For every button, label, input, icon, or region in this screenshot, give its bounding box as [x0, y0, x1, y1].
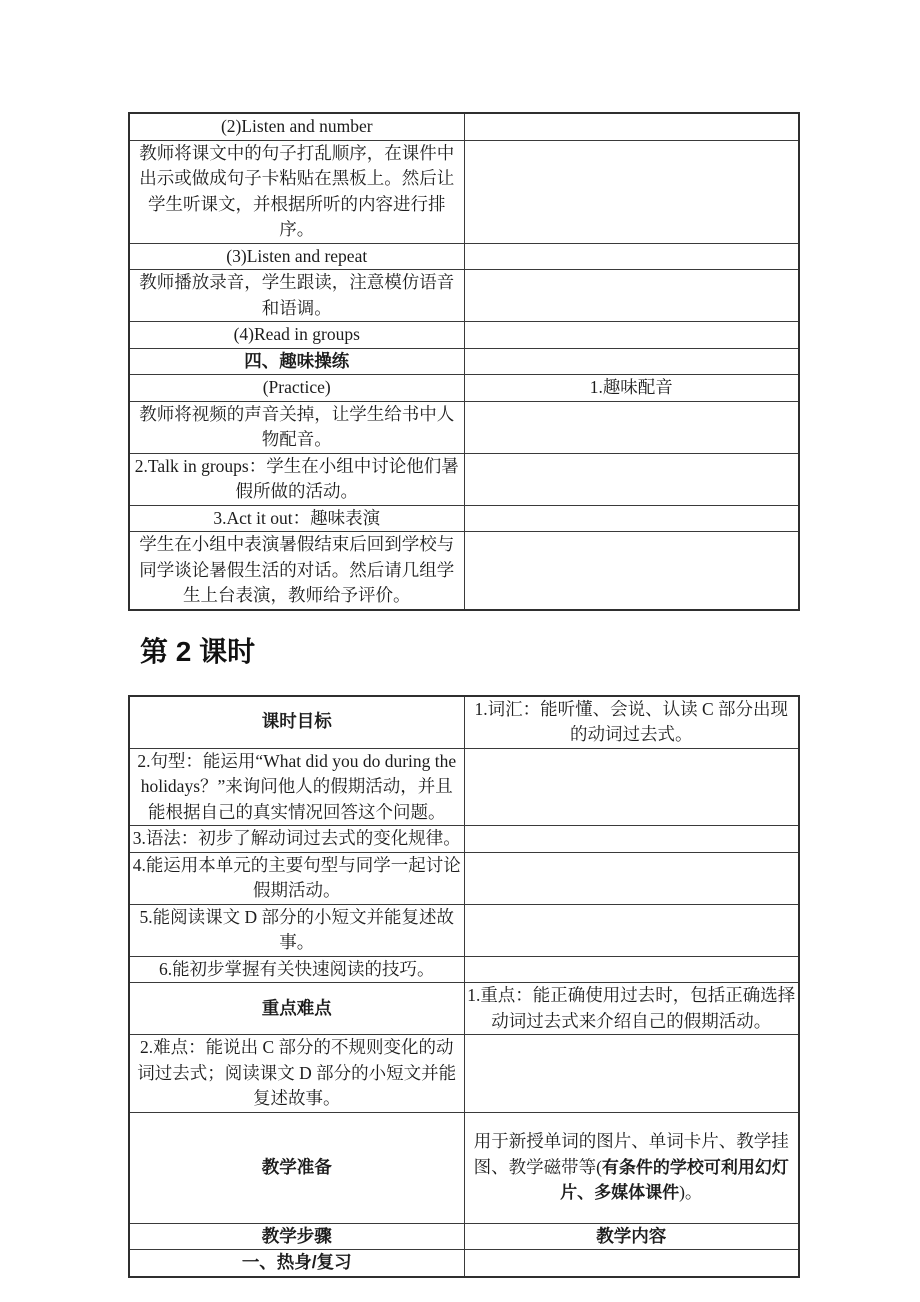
- objectives-cell: 3.语法：初步了解动词过去式的变化规律。: [129, 826, 464, 853]
- prep-header-cell: 教学准备: [129, 1112, 464, 1223]
- content-cell: [464, 270, 799, 322]
- content-cell: [464, 904, 799, 956]
- table-row: [129, 453, 799, 505]
- content-cell: [464, 1250, 799, 1278]
- table-row: [129, 505, 799, 532]
- table-row: [129, 401, 799, 453]
- table-row: [129, 904, 799, 956]
- objectives-header-cell: 课时目标: [129, 696, 464, 749]
- table-row: [129, 826, 799, 853]
- objectives-cell: 6.能初步掌握有关快速阅读的技巧。: [129, 956, 464, 983]
- steps-column-header-cell: 教学步骤: [129, 1223, 464, 1250]
- table-row: [129, 1223, 799, 1250]
- objectives-cell: 5.能阅读课文 D 部分的小短文并能复述故事。: [129, 904, 464, 956]
- content-cell: [464, 243, 799, 270]
- steps-section-header-cell: 四、趣味操练: [129, 348, 464, 375]
- lesson1-activities-table: [128, 112, 800, 611]
- content-cell: [464, 453, 799, 505]
- key-points-content-cell: 1.重点：能正确使用过去时，包括正确选择动词过去式来介绍自己的假期活动。: [464, 983, 799, 1035]
- table-row: [129, 348, 799, 375]
- content-cell: [464, 401, 799, 453]
- steps-cell: 3.Act it out：趣味表演: [129, 505, 464, 532]
- content-column-header-cell: 教学内容: [464, 1223, 799, 1250]
- steps-cell: 教师将课文中的句子打乱顺序，在课件中出示或做成句子卡粘贴在黑板上。然后让学生听课文，并根据所听的内容进行排序。: [129, 140, 464, 243]
- table-row: [129, 1035, 799, 1113]
- steps-cell: (3)Listen and repeat: [129, 243, 464, 270]
- objectives-cell: 2.句型：能运用“What did you do during the holidays？”来询问他人的假期活动，并且能根据自己的真实情况回答这个问题。: [129, 748, 464, 826]
- steps-cell: 学生在小组中表演暑假结束后回到学校与同学谈论暑假生活的对话。然后请几组学生上台表演，教师给予评价。: [129, 532, 464, 610]
- table-row: [129, 956, 799, 983]
- steps-cell: 2.Talk in groups：学生在小组中讨论他们暑假所做的活动。: [129, 453, 464, 505]
- table-row: [129, 270, 799, 322]
- steps-cell: (4)Read in groups: [129, 322, 464, 349]
- content-cell: [464, 532, 799, 610]
- content-cell: [464, 956, 799, 983]
- table-row: [129, 243, 799, 270]
- table-row: [129, 532, 799, 610]
- warmup-section-cell: 一、热身/复习: [129, 1250, 464, 1278]
- table-row: [129, 748, 799, 826]
- key-points-header-cell: 重点难点: [129, 983, 464, 1035]
- steps-cell: (Practice): [129, 375, 464, 402]
- content-cell: 1.趣味配音: [464, 375, 799, 402]
- lesson2-heading: 第 2 课时: [140, 635, 256, 667]
- prep-text-lead: 用于新授单词的图片、单词卡片、教学挂图、教学磁带等(: [473, 1131, 789, 1177]
- table-row: [129, 375, 799, 402]
- table-row: [129, 140, 799, 243]
- table-row: [129, 113, 799, 140]
- table-row: [129, 983, 799, 1035]
- content-cell: [464, 505, 799, 532]
- table-row: [129, 1250, 799, 1278]
- content-cell: [464, 1035, 799, 1113]
- table-row: [129, 322, 799, 349]
- prep-text-tail: )。: [679, 1182, 703, 1203]
- content-cell: [464, 322, 799, 349]
- prep-content-cell: [464, 1112, 799, 1223]
- table-row: [129, 852, 799, 904]
- steps-cell: (2)Listen and number: [129, 113, 464, 140]
- key-points-cell: 2.难点：能说出 C 部分的不规则变化的动词过去式；阅读课文 D 部分的小短文并能复述故事。: [129, 1035, 464, 1113]
- steps-cell: 教师将视频的声音关掉，让学生给书中人物配音。: [129, 401, 464, 453]
- content-cell: [464, 140, 799, 243]
- content-cell: [464, 748, 799, 826]
- steps-cell: 教师播放录音，学生跟读，注意模仿语音和语调。: [129, 270, 464, 322]
- content-cell: [464, 348, 799, 375]
- prep-text-bold: 有条件的学校可利用幻灯片、多媒体课件: [560, 1157, 789, 1203]
- content-cell: [464, 826, 799, 853]
- table-row: [129, 1112, 799, 1223]
- table-row: [129, 696, 799, 749]
- objectives-cell: 4.能运用本单元的主要句型与同学一起讨论假期活动。: [129, 852, 464, 904]
- content-cell: [464, 113, 799, 140]
- objectives-content-cell: 1.词汇：能听懂、会说、认读 C 部分出现的动词过去式。: [464, 696, 799, 749]
- content-cell: [464, 852, 799, 904]
- lesson2-plan-table: [128, 695, 800, 1279]
